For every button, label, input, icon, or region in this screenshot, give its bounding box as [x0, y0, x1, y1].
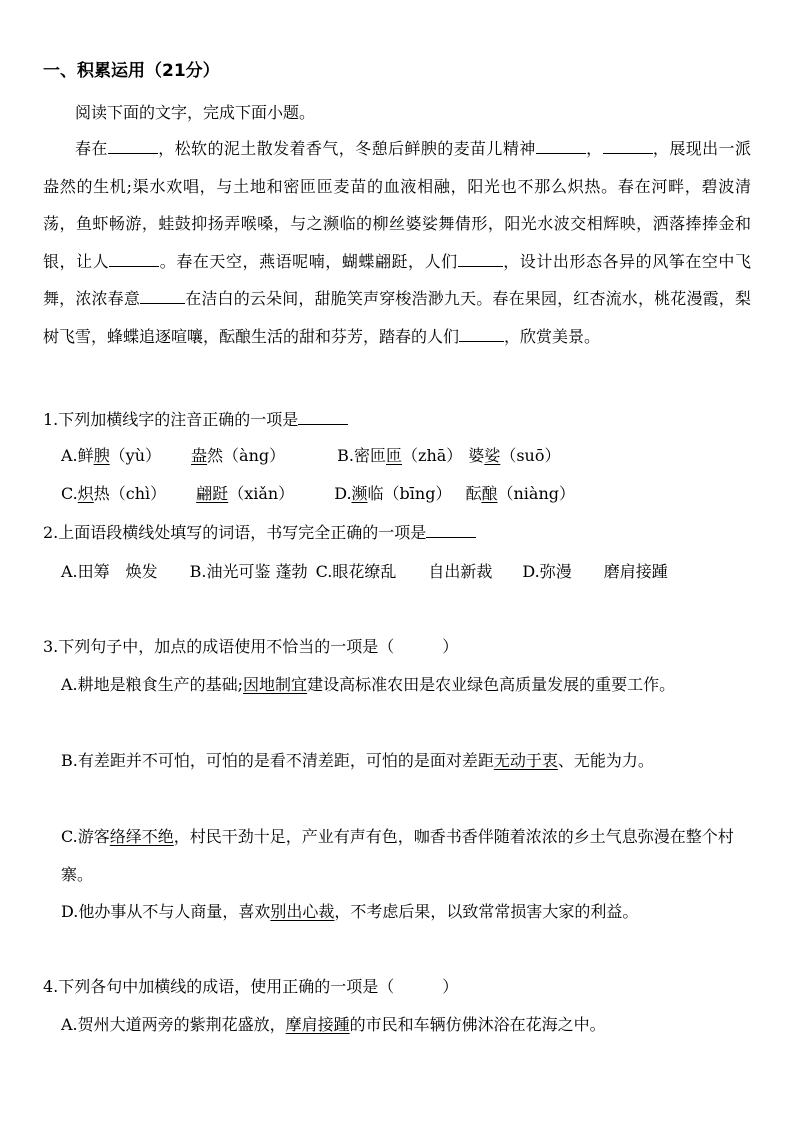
fill-blank-2	[536, 139, 586, 154]
question-1-options-cd: C.炽热（chì） 翩跹（xiǎn） D.濒临（bīng） 酝酿（niàng）	[61, 484, 576, 503]
question-3-option-b: B.有差距并不可怕，可怕的是看不清差距，可怕的是面对差距无动于衷、无能为力。	[61, 751, 654, 770]
fill-blank-7	[459, 327, 504, 342]
question-2-options: A.田筹 焕发 B.油光可鉴 蓬勃 C.眼花缭乱 自出新裁 D.弥漫 磨肩接踵	[61, 562, 668, 581]
section-title: 一、积累运用（21分）	[43, 61, 220, 81]
question-3-option-c: C.游客络绎不绝，村民干劲十足，产业有声有色，咖香书香伴随着浓浓的乡土气息弥漫在整个村寨。	[61, 827, 734, 884]
fill-blank-1	[108, 139, 158, 154]
answer-blank	[426, 523, 476, 538]
question-2: 2.上面语段横线处填写的词语，书写完全正确的一项是	[43, 514, 751, 552]
reading-instruction: 阅读下面的文字，完成下面小题。	[75, 103, 316, 122]
fill-blank-3	[603, 139, 653, 154]
fill-blank-5	[458, 252, 503, 267]
question-3-option-d: D.他办事从不与人商量，喜欢别出心裁，不考虑后果，以致常常损害大家的利益。	[61, 902, 639, 921]
question-1-options-ab: A.鲜腴（yù） 盎然（àng） B.密匝匝（zhā） 婆娑（suō）	[61, 446, 561, 465]
reading-passage: 春在 ，松软的泥土散发着香气，冬憩后鲜腴的麦苗儿精神 ， ，展现出一派盎然的生机;渠水欢唱，与土地和密匝匝麦苗的血液相融，阳光也不那么炽热。春在河畔，碧波清荡，鱼虾畅游，蛙鼓抑扬弄喉嗓，与之濒临的柳丝婆娑舞倩形，阳光水波交相辉映，洒落捧捧金和银，让人 。春在天空，燕语呢喃，蝴蝶翩跹，人们 ，设计出形态各异的风筝在空中飞舞，浓浓春意 在洁白的云朵间，甜脆笑声穿梭浩渺九天。春在果园，红杏流水，桃花漫霞，梨树飞雪，蜂蝶追逐喧嚷，酝酿生活的甜和芬芳，踏春的人们 ，欣赏美景。	[43, 139, 751, 346]
question-4-option-a: A.贺州大道两旁的紫荆花盛放，摩肩接踵的市民和车辆仿佛沐浴在花海之中。	[61, 1015, 606, 1034]
fill-blank-4	[109, 252, 159, 267]
question-3-option-a: A.耕地是粮食生产的基础;因地制宜建设高标准农田是农业绿色高质量发展的重要工作。	[61, 675, 676, 694]
question-4: 4.下列各句中加横线的成语，使用正确的一项是（ ）	[43, 977, 459, 996]
question-1: 1.下列加横线字的注音正确的一项是	[43, 401, 751, 439]
question-3: 3.下列句子中，加点的成语使用不恰当的一项是（ ）	[43, 637, 459, 656]
answer-blank	[298, 410, 348, 425]
fill-blank-6	[140, 289, 185, 304]
